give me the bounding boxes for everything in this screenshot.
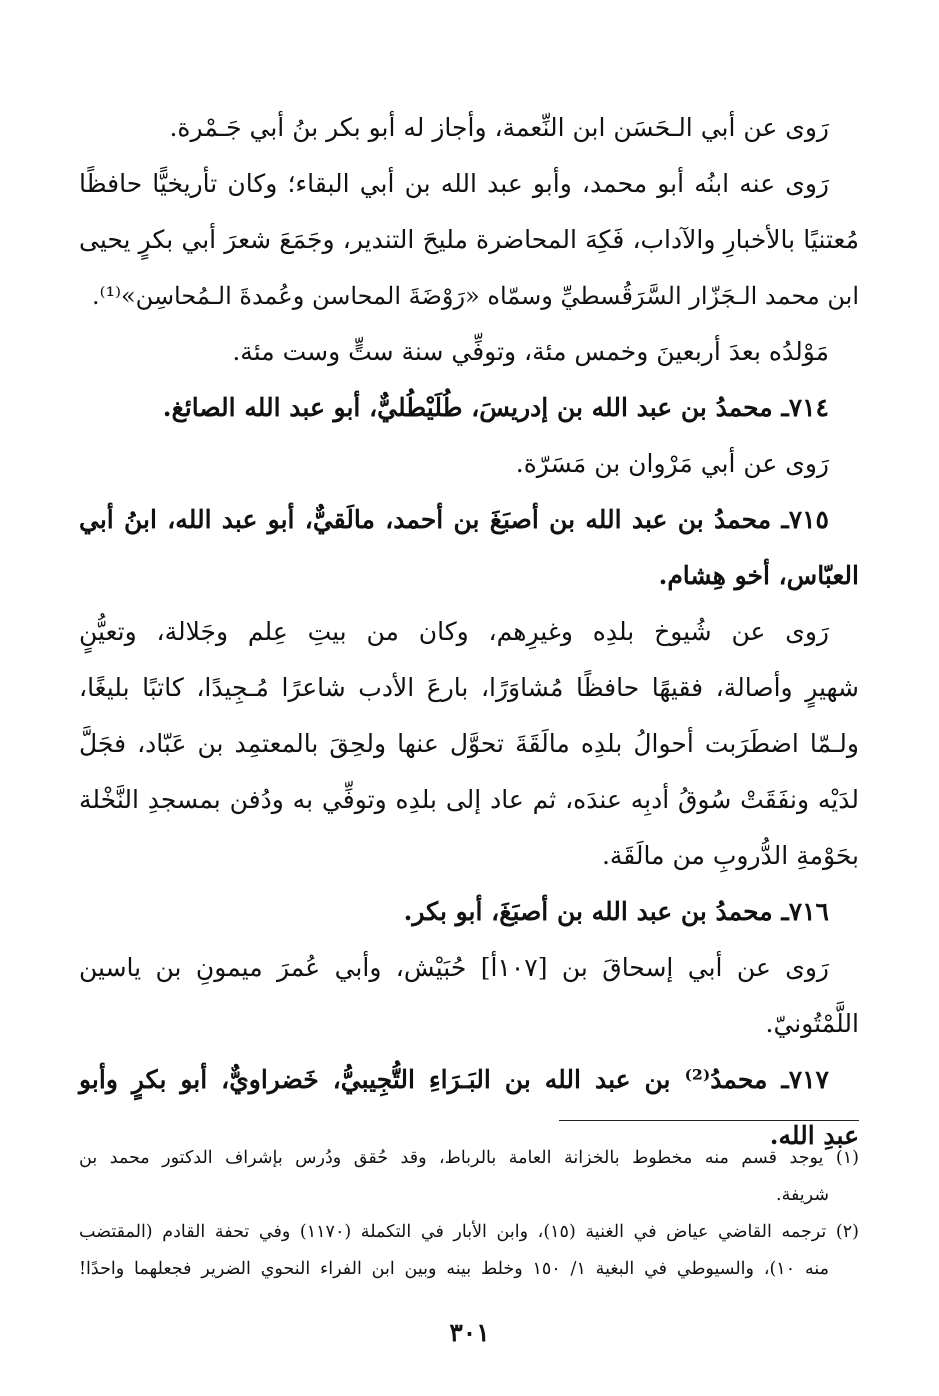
body-text-line: ولـمّا اضطَرَبت أحوالُ بلدِه مالَقَةَ تحوَّل عنها ولحِقَ بالمعتمِد بن عَبّاد، فجَلَّ (79, 729, 859, 758)
main-text (79, 100, 859, 1164)
body-text-line: رَوى عنه ابنُه أبو محمد، وأبو عبد الله بن أبي البقاء؛ وكان تأريخيًّا حافظًا (79, 169, 829, 198)
footnote-separator (559, 1120, 859, 1121)
entry-heading-line: ٧١٦ـ محمدُ بن عبد الله بن أصبَغَ، أبو بكر. (403, 897, 829, 926)
body-text-line: مُعتنيًا بالأخبارِ والآداب، فَكِهَ المحاضرة مليحَ التندير، وجَمَعَ شعرَ أبي بكرٍ يحيى (79, 225, 859, 254)
footnotes (79, 1140, 859, 1288)
footnote-line: شريفة. (776, 1185, 829, 1205)
body-text-line: لدَيْه ونفَقَتْ سُوقُ أدبِه عندَه، ثم عاد إلى بلدِه وتوفِّي به ودُفن بمسجدِ النَّخْلة (79, 785, 859, 814)
body-text-line: اللَّمْتُونيّ. (765, 1009, 859, 1038)
entry-heading-line: عبدِ الله. (769, 1121, 859, 1150)
body-text-line: رَوى عن أبي إسحاقَ بن [١٠٧أ] حُبَيْش، وأبي عُمرَ ميمونِ بن ياسين (79, 953, 829, 982)
body-text-line: بحَوْمةِ الدُّروبِ من مالَقَة. (601, 841, 859, 870)
footnote-line: (١) يوجد قسم منه مخطوط بالخزانة العامة بالرباط، وقد حُقق ودُرس بإشراف الدكتور محمد بن (79, 1148, 859, 1168)
page-number: ٣٠١ (449, 1318, 490, 1347)
body-text-line: رَوى عن أبي الـحَسَن ابن النِّعمة، وأجاز له أبو بكر بنُ أبي جَـمْرة. (169, 113, 829, 142)
entry-heading-line: ٧١٤ـ محمدُ بن عبد الله بن إدريسَ، طُلَيْطُليٌّ، أبو عبد الله الصائغ. (162, 393, 829, 422)
body-text-line: ابن محمد الـجَزّار السَّرَقُسطيِّ وسمّاه «رَوْضَةَ المحاسن وعُمدةَ الـمُحاسِن»⁽¹⁾. (91, 282, 859, 310)
entry-heading-line: العبّاس، أخو هِشام. (658, 561, 859, 590)
body-text-line: رَوى عن شُيوخ بلدِه وغيرِهم، وكان من بيتِ عِلم وجَلالة، وتعيُّنٍ (79, 617, 829, 646)
body-text-line: مَوْلدُه بعدَ أربعينَ وخمس مئة، وتوفِّي سنة ستٍّ وست مئة. (232, 337, 829, 366)
footnote-line: (٢) ترجمه القاضي عياض في الغنية (١٥)، وابن الأبار في التكملة (١١٧٠) وفي تحفة القادم (المقتضب (79, 1222, 859, 1242)
entry-heading-line: ٧١٧ـ محمدُ⁽²⁾ بن عبد الله بن البَـرَاءِ التُّجِيبيُّ، خَضراويٌّ، أبو بكرٍ وأبو (79, 1065, 829, 1094)
body-text-line: رَوى عن أبي مَرْوان بن مَسَرّة. (515, 449, 829, 478)
body-text-line: شهيرٍ وأصالة، فقيهًا حافظًا مُشاوَرًا، بارعَ الأدب شاعرًا مُـجِيدًا، كاتبًا بليغًا، (79, 673, 859, 702)
entry-heading-line: ٧١٥ـ محمدُ بن عبد الله بن أصبَغَ بن أحمد، مالَقيٌّ، أبو عبد الله، ابنُ أبي (79, 505, 829, 534)
footnote-line: منه ١٠)، والسيوطي في البغية ١/ ١٥٠ وخلط بينه وبين ابن الفراء النحوي الضرير فجعلهما واحدًا! (79, 1259, 829, 1279)
